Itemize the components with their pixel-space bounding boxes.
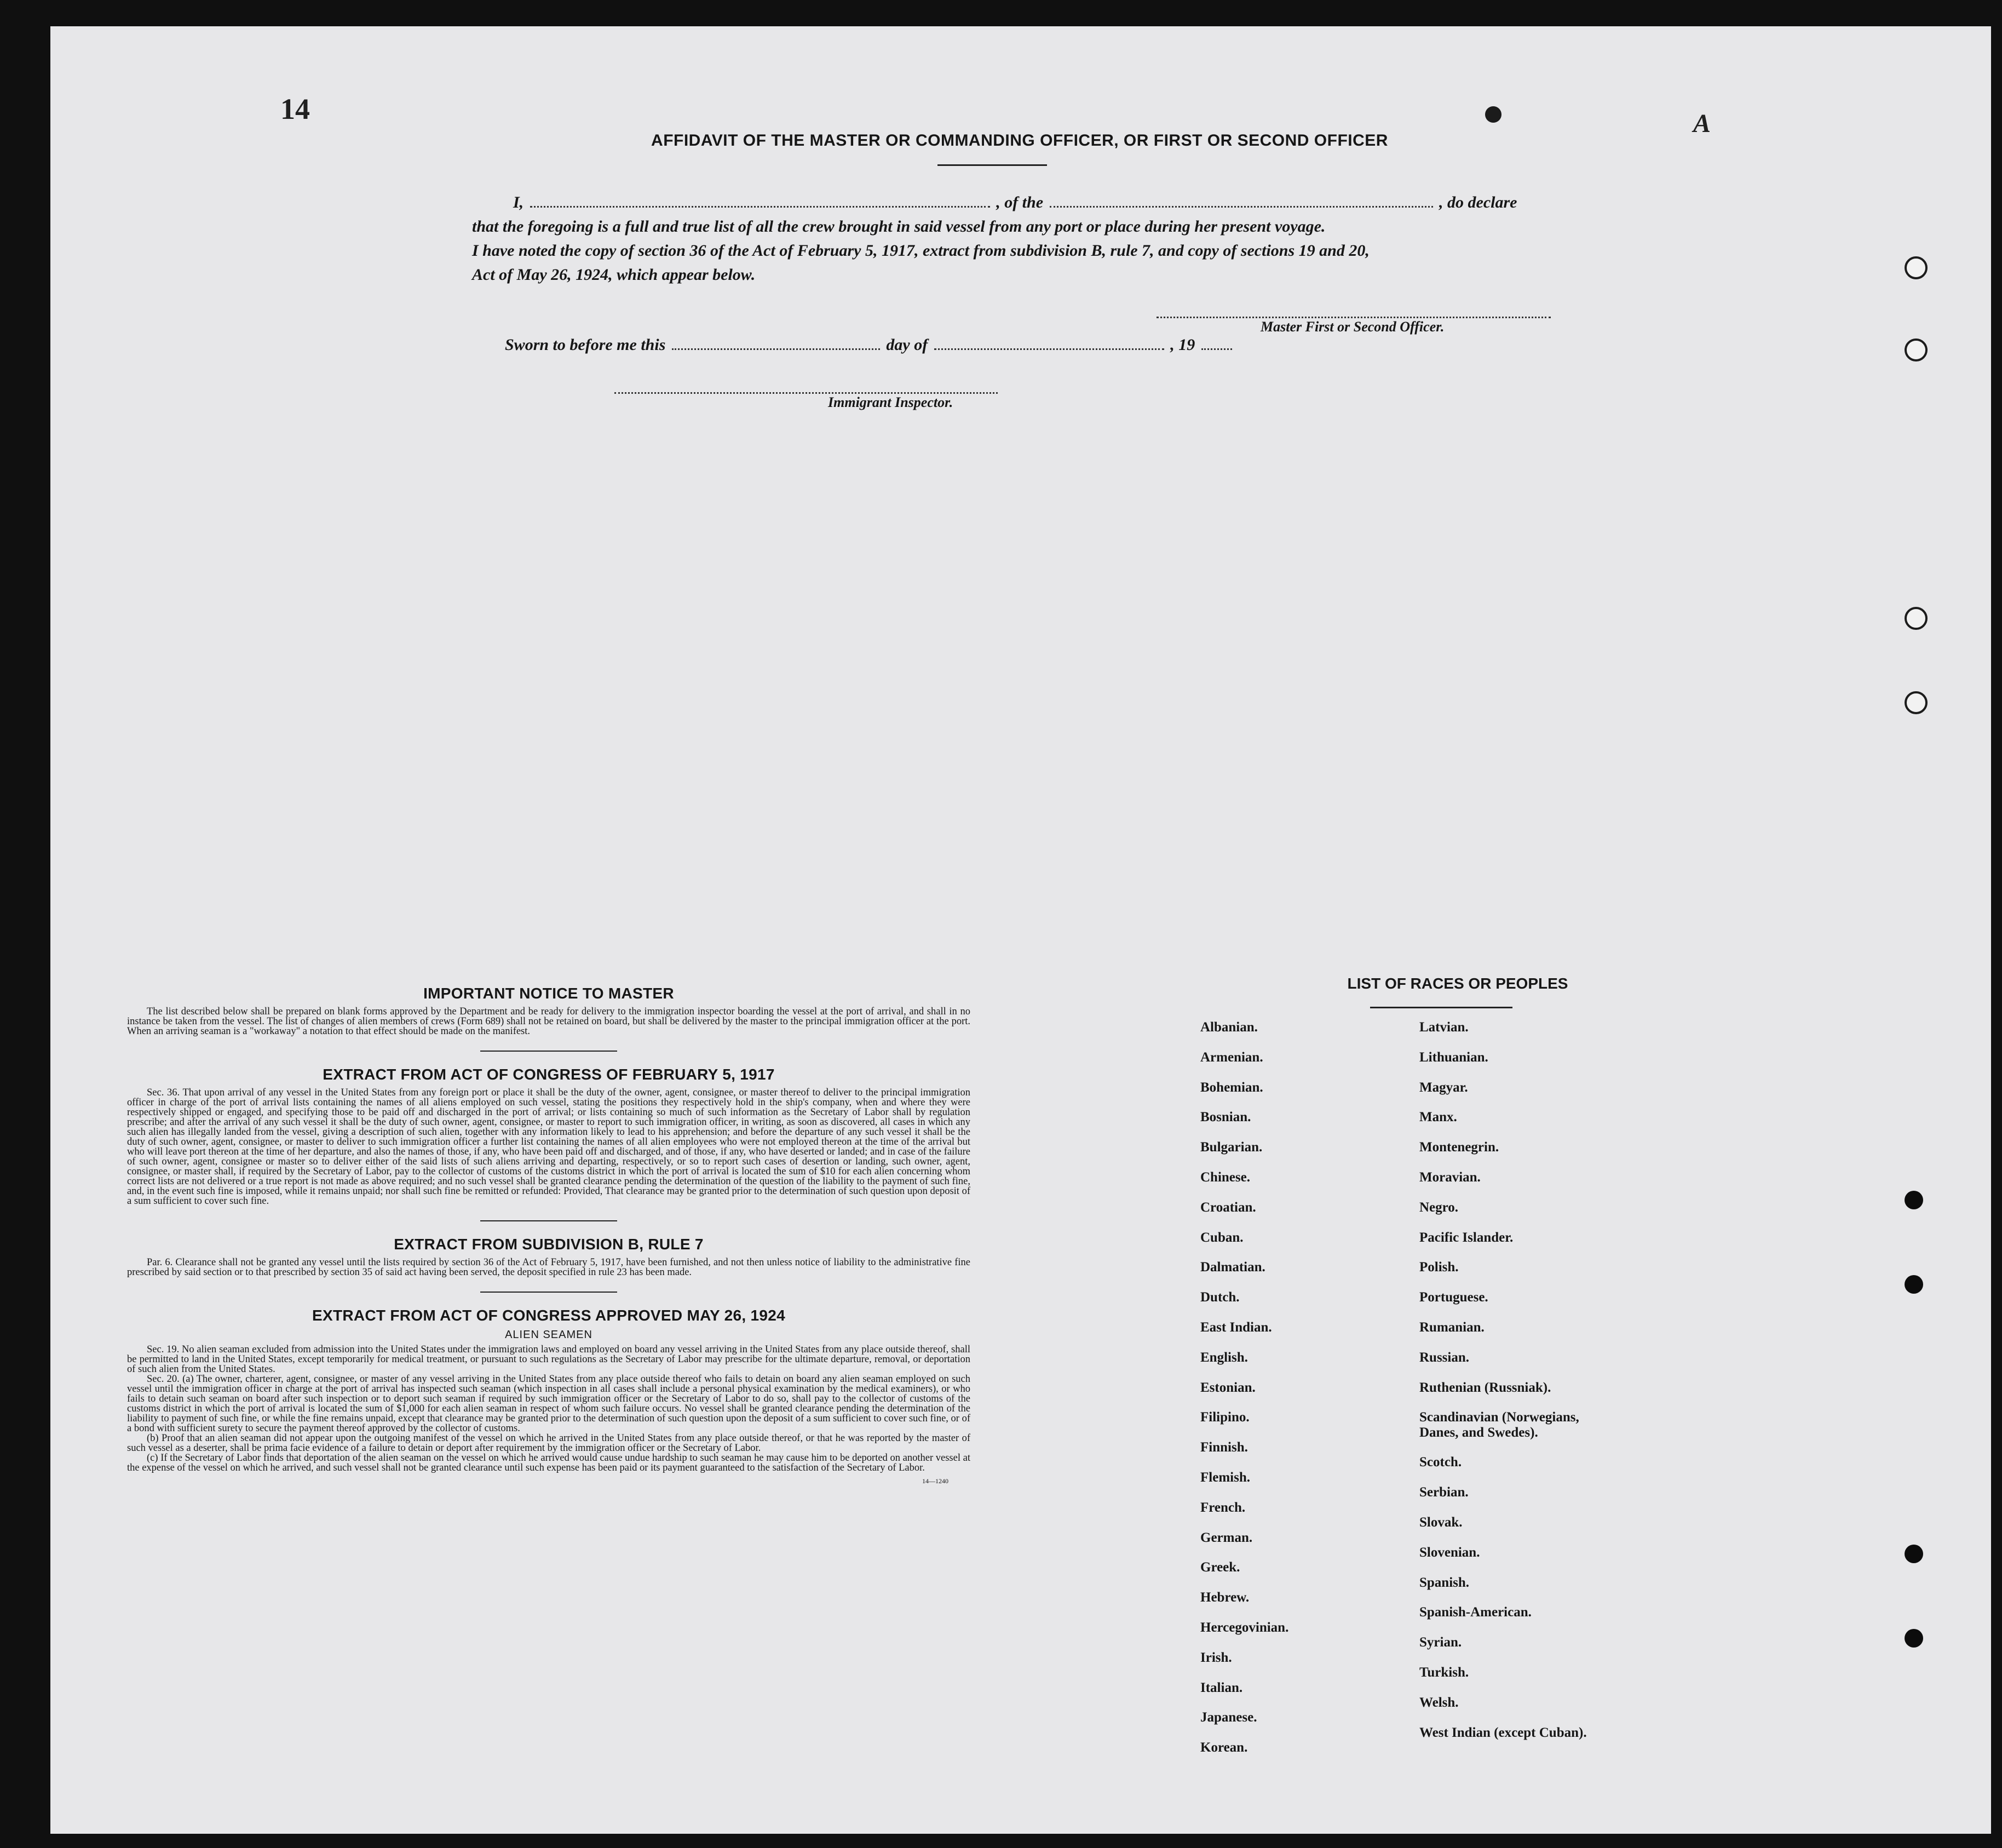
- race-item: Armenian.: [1200, 1049, 1263, 1065]
- race-item: Japanese.: [1200, 1710, 1257, 1725]
- punch-hole: [1905, 338, 1928, 361]
- notice-title: IMPORTANT NOTICE TO MASTER: [423, 985, 674, 1002]
- race-item: Bohemian.: [1200, 1080, 1263, 1095]
- form-number: 14—1240: [922, 1477, 948, 1485]
- sworn-year-blank[interactable]: [1201, 334, 1232, 350]
- races-title-rule: [1370, 1007, 1512, 1008]
- extract-rule7-title: EXTRACT FROM SUBDIVISION B, RULE 7: [394, 1236, 704, 1253]
- affidavit-body: [472, 191, 1562, 287]
- notice-text: The list described below shall be prepared on blank forms approved by the Department and be ready for delivery to the immigration inspector boarding the vessel at the port of arrival, and shall in no instance be taken from the vessel. The list of changes of alien members of crews (Form 689) shall not be retained on board, but shall be delivered by the master to the principal immigration officer at the port. When an arriving seaman is a "workaway" a notation to that effect should be made on the manifest.: [127, 1006, 970, 1037]
- race-item: Ruthenian (Russniak).: [1419, 1380, 1551, 1395]
- race-item: Hebrew.: [1200, 1590, 1250, 1605]
- extract-1924-sec20b: (b) Proof that an alien seaman did not appear upon the outgoing manifest of the vessel on which he arrived in the United States from any place outside thereof, or that he was reported by the master of such vessel as a deserter, shall be prima facie evidence of a failure to detain or deport after requirement by the immigration officer or the Secretary of Labor.: [127, 1433, 970, 1454]
- race-item: Serbian.: [1419, 1485, 1469, 1500]
- race-item: Spanish.: [1419, 1575, 1470, 1590]
- master-signature-line[interactable]: [1157, 317, 1551, 318]
- races-left-column: [1200, 1020, 1430, 1770]
- races-right-column: [1419, 1020, 1649, 1755]
- punch-hole: [1905, 256, 1928, 279]
- race-item: Spanish-American.: [1419, 1605, 1532, 1620]
- affidavit-line-4: Act of May 26, 1924, which appear below.: [472, 266, 756, 284]
- affidavit-line-3: I have noted the copy of section 36 of the Act of February 5, 1917, extract from subdivision B, rule 7, and copy of sections 19 and 20,: [472, 242, 1370, 260]
- punch-hole: [1905, 1629, 1923, 1648]
- race-item: Croatian.: [1200, 1200, 1256, 1215]
- section-divider: [480, 1051, 617, 1052]
- declarant-name-blank[interactable]: [530, 192, 990, 208]
- races-title: LIST OF RACES OR PEOPLES: [1347, 975, 1568, 992]
- race-item: Dutch.: [1200, 1290, 1240, 1305]
- sworn-day-of-label: day of: [886, 336, 928, 354]
- race-item: West Indian (except Cuban).: [1419, 1725, 1587, 1740]
- race-item: Bulgarian.: [1200, 1140, 1263, 1155]
- sworn-month-blank[interactable]: [934, 334, 1164, 350]
- race-item: Latvian.: [1419, 1020, 1469, 1035]
- race-item: Portuguese.: [1419, 1290, 1488, 1305]
- race-item: Rumanian.: [1419, 1319, 1485, 1335]
- race-item: Filipino.: [1200, 1410, 1250, 1425]
- race-item: Irish.: [1200, 1650, 1232, 1665]
- race-item: Russian.: [1419, 1350, 1470, 1365]
- sworn-day-blank[interactable]: [672, 334, 880, 350]
- sworn-year-label: , 19: [1170, 336, 1195, 354]
- race-item: Magyar.: [1419, 1080, 1468, 1095]
- race-item: Negro.: [1419, 1200, 1459, 1215]
- race-item: Turkish.: [1419, 1665, 1469, 1680]
- extract-1924-sec20a: Sec. 20. (a) The owner, charterer, agent, consignee, or master of any vessel arriving in the United States from any place outside thereof who fails to detain on board any alien seaman employed on such vessel until the immigration officer in charge at the port of arrival has inspected such seaman (which inspection in all cases shall include a personal physical examination by the medical examiners), or who fails to detain such seaman on board after such inspection or to deport such seaman if required by such immigration officer or the Secretary of Labor to do so, shall pay to the collector of customs of the customs district in which the port of arrival is located the sum of $1,000 for each alien seaman in respect of whom such failure occurs. No vessel shall be granted clearance pending the determination of the liability to payment of such fine, or while the fine remains unpaid, except that clearance may be granted prior to the determination of such question upon the deposit of a sum sufficient to cover such fine, or of a bond with sufficient surety to secure the payment thereof approved by the collector of customs.: [127, 1374, 970, 1434]
- extract-1917-title: EXTRACT FROM ACT OF CONGRESS OF FEBRUARY 5, 1917: [323, 1066, 775, 1083]
- race-item: Moravian.: [1419, 1169, 1481, 1185]
- race-item: Italian.: [1200, 1680, 1243, 1695]
- race-item: Flemish.: [1200, 1470, 1250, 1485]
- race-item: Chinese.: [1200, 1169, 1250, 1185]
- extract-1924-subtitle: ALIEN SEAMEN: [505, 1329, 592, 1341]
- punch-hole: [1905, 607, 1928, 630]
- sworn-statement: [505, 334, 1234, 354]
- extract-rule7-text: Par. 6. Clearance shall not be granted any vessel until the lists required by section 36 of the Act of February 5, 1917, have been furnished, and not then unless notice of liability to the administrative fine prescribed by said section or to that prescribed by section 35 of said act having been served, the deposit specified in rule 23 has been made.: [127, 1257, 970, 1278]
- race-item: Scotch.: [1419, 1455, 1462, 1470]
- affidavit-line-2: that the foregoing is a full and true list of all the crew brought in said vessel from any port or place during her present voyage.: [472, 217, 1326, 236]
- notice-column: [127, 985, 970, 1485]
- race-item: German.: [1200, 1530, 1253, 1545]
- race-item: East Indian.: [1200, 1319, 1272, 1335]
- race-item: French.: [1200, 1500, 1246, 1515]
- race-item: Korean.: [1200, 1740, 1248, 1755]
- extract-1924-sec20c: (c) If the Secretary of Labor finds that deportation of the alien seaman on the vessel on which he arrived would cause undue hardship to such seaman he may cause him to be deported on another vessel at the expense of the vessel on which he arrived, and such vessel shall not be granted clearance until such expense has been paid or its payment guaranteed to the satisfaction of the Secretary of Labor.: [127, 1453, 970, 1473]
- inspector-label: Immigrant Inspector.: [828, 394, 953, 410]
- race-item: Estonian.: [1200, 1380, 1256, 1395]
- race-item: Montenegrin.: [1419, 1140, 1499, 1155]
- master-signature-label: Master First or Second Officer.: [1261, 319, 1445, 335]
- document-sheet: [50, 26, 1991, 1834]
- extract-1924-sec19: Sec. 19. No alien seaman excluded from admission into the United States under the immigration laws and employed on board any vessel arriving in the United States from any place outside thereof, shall be permitted to land in the United States, except temporarily for medical treatment, or pursuant to such regulations as the Secretary of Labor may prescribe for the ultimate departure, removal, or deportation of such alien from the United States.: [127, 1344, 970, 1375]
- punch-hole: [1905, 1191, 1923, 1209]
- race-item: Cuban.: [1200, 1230, 1244, 1245]
- race-item: Slovak.: [1419, 1514, 1463, 1530]
- race-item: Hercegovinian.: [1200, 1620, 1289, 1635]
- ink-dot-mark: [1485, 106, 1501, 123]
- race-item: Polish.: [1419, 1260, 1459, 1275]
- race-item: Greek.: [1200, 1560, 1240, 1575]
- affidavit-i-label: I,: [513, 193, 524, 211]
- corner-mark: A: [1693, 109, 1711, 138]
- punch-hole: [1905, 691, 1928, 714]
- vessel-name-blank[interactable]: [1050, 192, 1433, 208]
- extract-1917-text: Sec. 36. That upon arrival of any vessel in the United States from any foreign port or place it shall be the duty of the owner, agent, consignee, or master thereof to deliver to the principal immigration officer in charge of the port of arrival lists containing the names of all aliens employed on such vessel, stating the positions they respectively hold in the ship's company, when and where they were respectively shipped or engaged, and specifying those to be paid off and discharged in the port of arrival; or lists containing so much of such information as the Secretary of Labor shall by regulation prescribe; and after the arrival of any such vessel it shall be the duty of such owner, agent, consignee, or master to report to such immigration officer, in writing, as soon as discovered, all cases in which any such alien has illegally landed from the vessel, giving a description of such alien, together with any information likely to lead to his apprehension; and before the departure of any such vessel it shall be the duty of such owner, agent, consignee, or master to deliver to such immigration officer a further list containing the names of all alien employees who were not employed thereon at the time of the arrival but who will leave port thereon at the time of her departure, and also the names of those, if any, who have been paid off and discharged, and of those, if any, who have deserted or landed; and in case of the failure of such owner, agent, consignee or master so to deliver either of the said lists of such aliens arriving and departing, respectively, or so to report such cases of desertion or landing, such owner, agent, consignee, or master shall, if required by the Secretary of Labor, pay to the collector of customs of the customs district in which the port of arrival is located the sum of $10 for each alien concerning whom correct lists are not delivered or a true report is not made as above required; and no such vessel shall be granted clearance pending the determination of the question of the liability to the payment of such fine, and, in the event such fine is imposed, while it remains unpaid; nor shall such fine be remitted or refunded: Provided, That clearance may be granted prior to the determination of such question upon deposit of a sum sufficient to cover such fine.: [127, 1087, 970, 1207]
- race-item: Dalmatian.: [1200, 1260, 1265, 1275]
- affidavit-title-rule: [937, 164, 1047, 166]
- race-item: Syrian.: [1419, 1635, 1462, 1650]
- stamp-number: 14: [280, 93, 310, 125]
- race-item: Albanian.: [1200, 1020, 1258, 1035]
- race-item: Scandinavian (Norwegians, Danes, and Swedes).: [1419, 1410, 1579, 1440]
- section-divider: [480, 1220, 617, 1221]
- race-item: Welsh.: [1419, 1695, 1459, 1710]
- punch-hole: [1905, 1275, 1923, 1294]
- race-item: Lithuanian.: [1419, 1049, 1488, 1065]
- sworn-prefix: Sworn to before me this: [505, 336, 666, 354]
- affidavit-title: AFFIDAVIT OF THE MASTER OR COMMANDING OFFICER, OR FIRST OR SECOND OFFICER: [651, 131, 1388, 150]
- punch-hole: [1905, 1545, 1923, 1563]
- race-item: Bosnian.: [1200, 1110, 1251, 1125]
- race-item: Manx.: [1419, 1110, 1457, 1125]
- affidavit-line-1: [472, 191, 1562, 215]
- inspector-signature-line[interactable]: [614, 392, 998, 394]
- affidavit-of-the-label: , of the: [996, 193, 1044, 211]
- affidavit-do-declare-label: , do declare: [1439, 193, 1517, 211]
- race-item: Slovenian.: [1419, 1545, 1480, 1560]
- race-item: English.: [1200, 1350, 1248, 1365]
- race-item: Pacific Islander.: [1419, 1230, 1514, 1245]
- race-item: Finnish.: [1200, 1440, 1248, 1455]
- section-divider: [480, 1292, 617, 1293]
- extract-1924-title: EXTRACT FROM ACT OF CONGRESS APPROVED MAY 26, 1924: [312, 1307, 785, 1324]
